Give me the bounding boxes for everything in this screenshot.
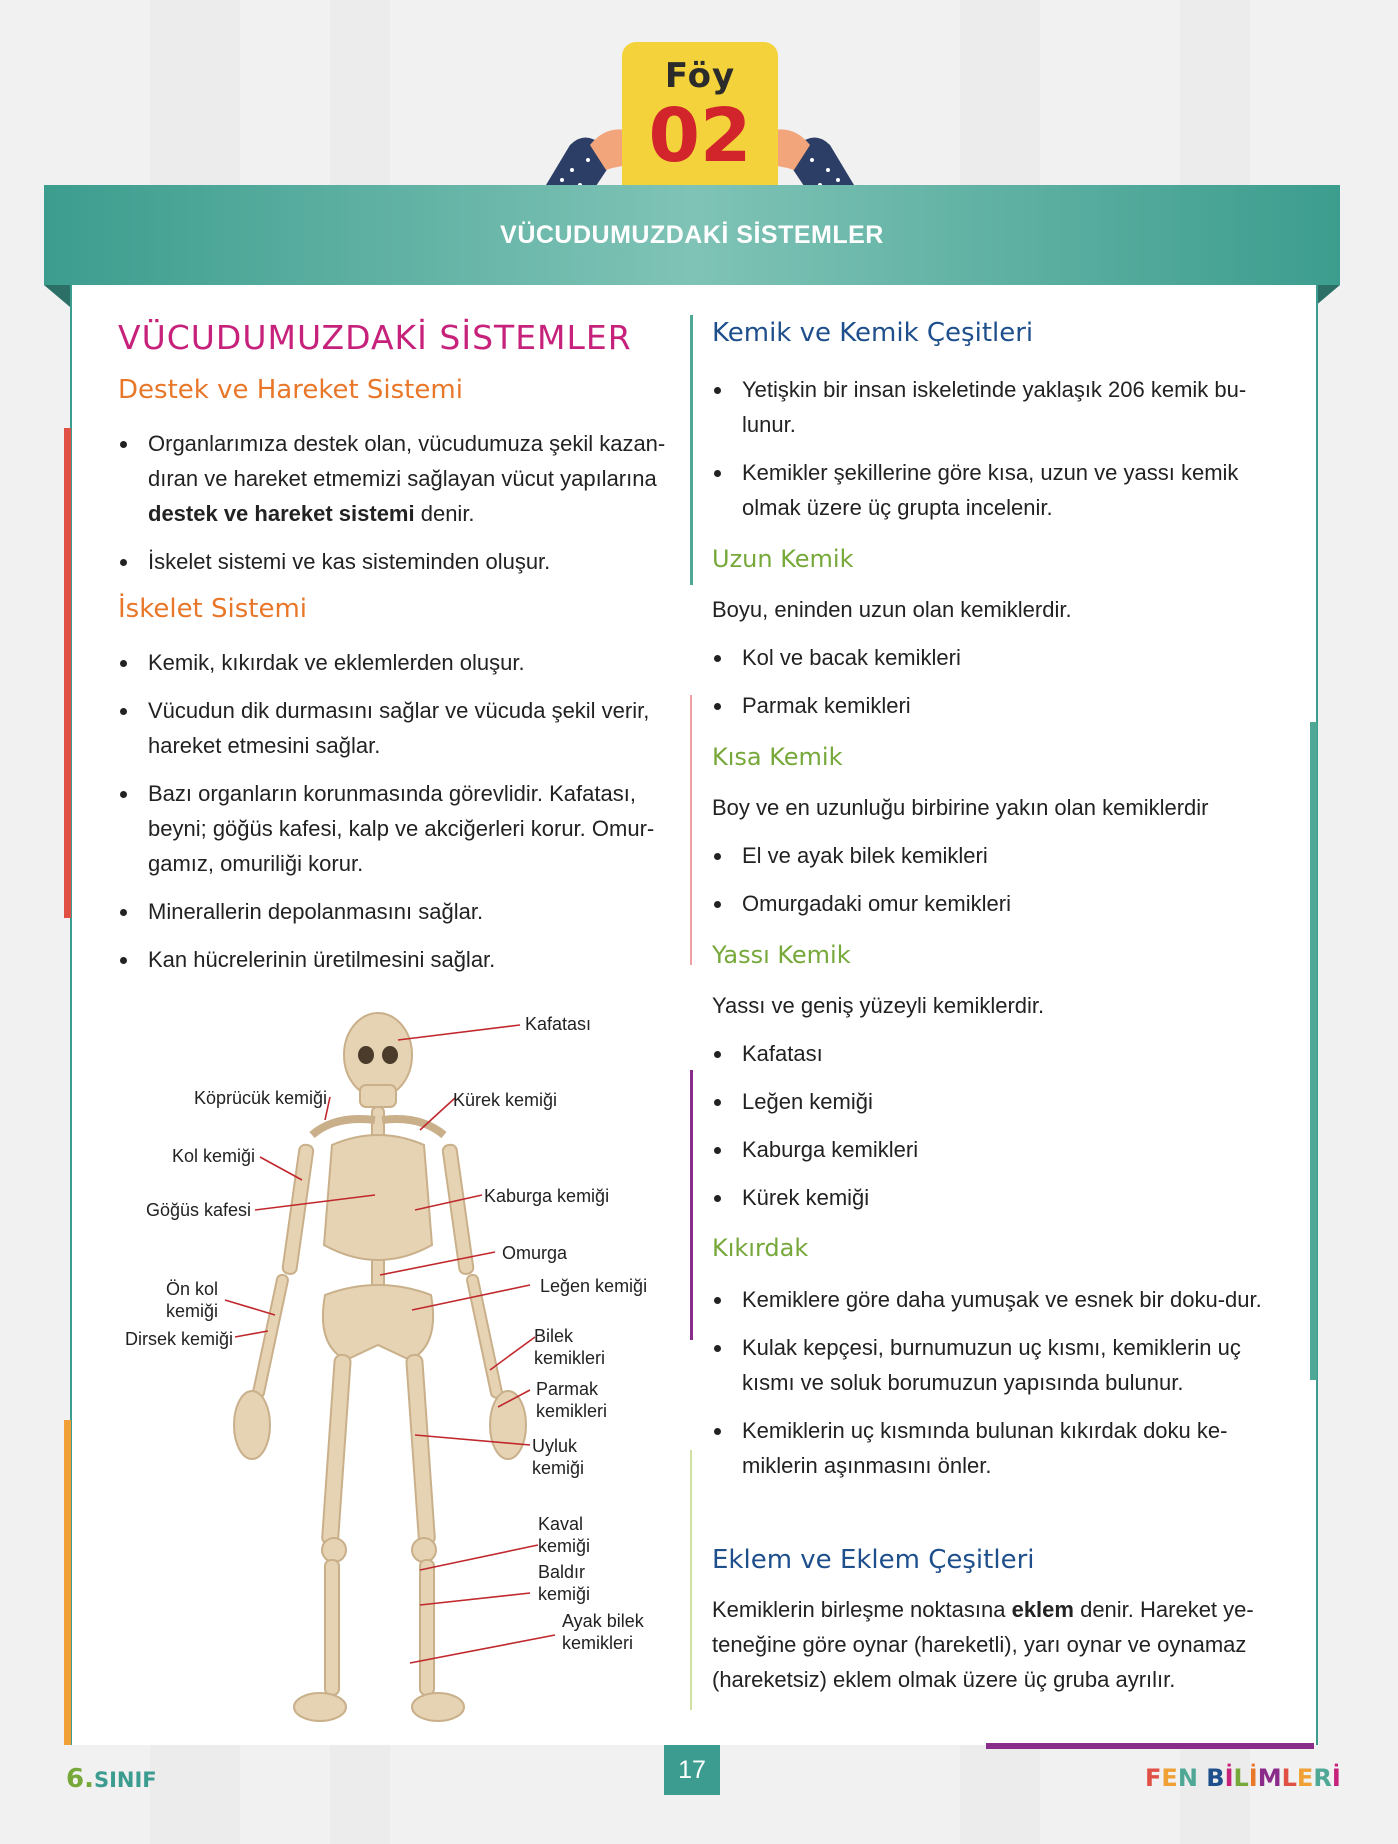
label-kafatasi: Kafatası — [525, 1014, 592, 1034]
list-item: Leğen kemiği — [712, 1084, 1272, 1119]
list-item — [118, 426, 678, 531]
list-item-text: denir. — [414, 501, 475, 526]
banner-fold-left — [44, 285, 70, 307]
uzun-desc: Boyu, eninden uzun olan kemiklerdir. — [712, 597, 1072, 622]
divider-segment — [690, 315, 693, 585]
section-title-kikirdak: Kıkırdak — [712, 1234, 809, 1262]
label-parmak-2: kemikleri — [536, 1401, 608, 1421]
eklem-text: denir. Hareket ye-teneğine göre oynar (hareketli), yarı oynar ve oynamaz (hareketsiz) eklem olmak üzere üç gruba ayrılır. — [712, 1597, 1254, 1692]
label-bilek-2: kemikleri — [534, 1348, 606, 1368]
kisa-desc: Boy ve en uzunluğu birbirine yakın olan kemiklerdir — [712, 795, 1209, 820]
divider-segment — [690, 1070, 693, 1340]
label-ayak-1: Ayak bilek — [562, 1611, 644, 1631]
list-item-text: Organlarımıza destek olan, vücudumuza şekil kazan-dıran ve hareket etmemizi sağlayan vücut yapılarına — [148, 431, 666, 491]
eklem-desc — [712, 1592, 1272, 1697]
section-title-iskelet: İskelet Sistemi — [118, 594, 308, 624]
label-kol: Kol kemiği — [172, 1146, 256, 1166]
subject-letter: L — [1233, 1764, 1249, 1792]
list-item: Kemik, kıkırdak ve eklemlerden oluşur. — [118, 645, 678, 680]
badge-number: 02 — [648, 93, 752, 179]
list-item: Bazı organların korunmasında görevlidir. Kafatası, beyni; göğüs kafesi, kalp ve akciğerleri korur. Omur-gamız, omuriliği korur. — [118, 776, 678, 881]
divider-segment — [690, 1450, 692, 1710]
subject-letter: F — [1145, 1764, 1162, 1792]
accent-bar-teal — [1310, 722, 1317, 1380]
banner-title: VÜCUDUMUZDAKİ SİSTEMLER — [500, 221, 884, 249]
label-baldir-2: kemiği — [538, 1584, 591, 1604]
page-number: 17 — [664, 1745, 720, 1795]
list-item: Kafatası — [712, 1036, 1272, 1071]
yassi-desc: Yassı ve geniş yüzeyli kemiklerdir. — [712, 993, 1045, 1018]
subject-letter: M — [1257, 1764, 1282, 1792]
title-banner — [44, 185, 1340, 285]
section-title-kemik: Kemik ve Kemik Çeşitleri — [712, 318, 1034, 348]
kikirdak-list — [712, 1282, 1272, 1496]
section-title-eklem: Eklem ve Eklem Çeşitleri — [712, 1545, 1035, 1575]
label-onkol-1: Ön kol — [166, 1279, 219, 1299]
badge-word: Föy — [664, 56, 736, 96]
accent-bar-orange — [64, 1420, 71, 1745]
list-item: Yetişkin bir insan iskeletinde yaklaşık 206 kemik bu-lunur. — [712, 372, 1272, 442]
label-kaval-2: kemiği — [538, 1536, 591, 1556]
section-title-uzun: Uzun Kemik — [712, 545, 854, 573]
label-kaval-1: Kaval — [538, 1514, 584, 1534]
subject-letter: L — [1281, 1764, 1297, 1792]
list-item: Kol ve bacak kemikleri — [712, 640, 1272, 675]
badge-card — [622, 42, 778, 202]
label-bilek-1: Bilek — [534, 1326, 574, 1346]
section-title-destek: Destek ve Hareket Sistemi — [118, 375, 463, 405]
grade-number: 6. — [66, 1764, 94, 1794]
list-item: Kemikler şekillerine göre kısa, uzun ve yassı kemik olmak üzere üç grupta incelenir. — [712, 455, 1272, 525]
accent-bar-purple — [986, 1743, 1314, 1749]
label-gogus: Göğüs kafesi — [146, 1200, 252, 1220]
label-dirsek: Dirsek kemiği — [125, 1329, 234, 1349]
list-item: Vücudun dik durmasını sağlar ve vücuda şekil verir, hareket etmesini sağlar. — [118, 693, 678, 763]
label-uyluk-1: Uyluk — [532, 1436, 578, 1456]
section-title-kisa: Kısa Kemik — [712, 743, 843, 771]
subject-letter: E — [1296, 1764, 1314, 1792]
main-title: VÜCUDUMUZDAKİ SİSTEMLER — [118, 318, 632, 357]
list-item: Kemiklere göre daha yumuşak ve esnek bir doku-dur. — [712, 1282, 1272, 1317]
label-onkol-2: kemiği — [166, 1301, 219, 1321]
label-baldir-1: Baldır — [538, 1562, 586, 1582]
subject-letter: İ — [1248, 1764, 1258, 1792]
uzun-list — [712, 640, 1272, 736]
yassi-list — [712, 1036, 1272, 1228]
list-item: Parmak kemikleri — [712, 688, 1272, 723]
subject-letter — [1198, 1764, 1206, 1792]
divider-segment — [690, 695, 692, 965]
iskelet-list — [118, 645, 678, 990]
label-omurga: Omurga — [502, 1243, 568, 1263]
foy-badge — [540, 30, 860, 190]
list-item: Minerallerin depolanmasını sağlar. — [118, 894, 678, 929]
skeleton-figure — [120, 995, 680, 1725]
destek-list — [118, 426, 678, 592]
list-item-bold: destek ve hareket sistemi — [148, 501, 415, 526]
grade-word: SINIF — [93, 1768, 157, 1792]
list-item: Kemiklerin uç kısmında bulunan kıkırdak doku ke-miklerin aşınmasını önler. — [712, 1413, 1272, 1483]
subject-letter: R — [1313, 1764, 1332, 1792]
label-parmak-1: Parmak — [536, 1379, 599, 1399]
label-kaburga: Kaburga kemiği — [484, 1186, 610, 1206]
grade-label — [66, 1764, 157, 1794]
subject-letter: B — [1206, 1764, 1225, 1792]
subject-letter: İ — [1331, 1764, 1341, 1792]
section-title-yassi: Yassı Kemik — [712, 941, 851, 969]
eklem-text: Kemiklerin birleşme noktasına — [712, 1597, 1012, 1622]
list-item: El ve ayak bilek kemikleri — [712, 838, 1272, 873]
subject-label — [1145, 1764, 1341, 1792]
subject-letter: İ — [1224, 1764, 1234, 1792]
label-ayak-2: kemikleri — [562, 1633, 634, 1653]
label-legen: Leğen kemiği — [540, 1276, 648, 1296]
subject-letter: E — [1161, 1764, 1178, 1792]
label-kurek: Kürek kemiği — [453, 1090, 558, 1110]
list-item: Kaburga kemikleri — [712, 1132, 1272, 1167]
accent-bar-red — [64, 428, 71, 918]
list-item: İskelet sistemi ve kas sisteminden oluşur. — [118, 544, 678, 579]
kemik-list — [712, 372, 1272, 538]
list-item: Omurgadaki omur kemikleri — [712, 886, 1272, 921]
kisa-list — [712, 838, 1272, 934]
label-uyluk-2: kemiği — [532, 1458, 585, 1478]
label-kopruck: Köprücük kemiği — [194, 1088, 328, 1108]
list-item: Kan hücrelerinin üretilmesini sağlar. — [118, 942, 678, 977]
list-item: Kulak kepçesi, burnumuzun uç kısmı, kemiklerin uç kısmı ve soluk borumuzun yapısında bulunur. — [712, 1330, 1272, 1400]
subject-letter: N — [1177, 1764, 1198, 1792]
list-item: Kürek kemiği — [712, 1180, 1272, 1215]
eklem-bold: eklem — [1011, 1597, 1074, 1622]
